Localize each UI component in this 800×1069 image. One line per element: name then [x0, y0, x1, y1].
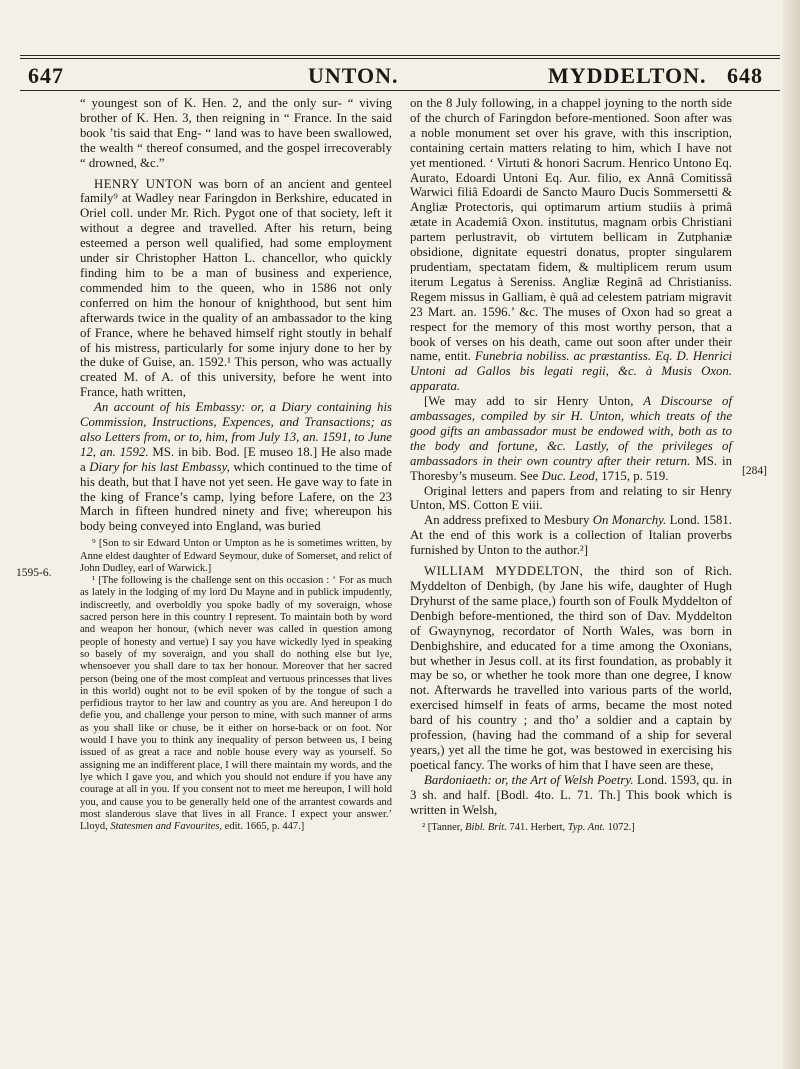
discourse-note	[410, 394, 732, 483]
top-rule-thin	[20, 58, 780, 59]
discourse-intro: [We may add to sir Henry Unton,	[424, 394, 634, 409]
footnote-1-end: edit. 1665, p. 447.]	[224, 821, 305, 833]
original-letters-note: Original letters and papers from and relating to sir Henry Unton, MS. Cotton E viii.	[410, 483, 732, 513]
discourse-ref-end: 1715, p. 519.	[601, 468, 669, 483]
footnote-2-end: 1072.]	[607, 821, 635, 833]
burial-text: on the 8 July following, in a chappel joyning to the north side of the church of Faringdon before-mentioned. Soon after was a noble monument set over his grave, with this inscription, containing certain matters relating to him, which I have not yet mentioned. ‘ Virtuti & honori Sacrum. Henrico Untono Eq. Aurato, Edoardi Untoni Eq. Aur. filio, ex Annâ Comitissâ Warwici filiâ Edoardi de Sancto Mauro Ducis Sommersetti & Angliæ Protectoris, qui optimarum artium studiis à primâ ætate in Academiâ Oxon. institutus, magnam orbis Christiani partem perlustravit, ob virtutem bellicam in Zutphaniæ obsidione, dignitate equestri donatus, propter singularem prudentiam, spectatam fidem, & multiplicem rerum usum iterum Legatus à Sereniss. Angliæ Reginâ ad Christianiss. Regem missus in Galliam, è quâ ad celestem patriam migravit 23 Mart. an. 1596.’ &c. The muses of Oxon had so great a respect for the memory of this most worthy person, that a book of verses on his death, came out soon after under their name, entit.	[410, 96, 732, 364]
footnote-1	[80, 575, 392, 833]
footnote-9: ⁹ [Son to sir Edward Unton or Umpton as he is sometimes written, by Anne eldest daughter of Edward Seymour, duke of Somerset, and relict of John Dudley, earl of Warwick.]	[80, 538, 392, 574]
margin-date-note: 1595-6.	[16, 567, 52, 579]
unton-entry	[80, 177, 392, 401]
myddelton-entry	[410, 564, 732, 773]
myddelton-bio: the third son of Rich. Myddelton of Denbigh, (by Jane his wife, daughter of Hugh Dryhurst of the same place,) fourth son of Foulk Myddelton of Denbigh before-mentioned, the third son of Dav. Myddelton of Gwaynynog, recordator of North Wales, was born in Denbighshire, and educated for a time among the Oxonians, but whether in Jesus coll. at its first foundation, as probably it may be so, or whether he took more than one degree, I know not. Afterwards he travelled into various parts of the world, exercised himself in feats of arms, became the most noted bard of his country ; and tho’ a soldier and a captain by profession, (having had the command of a ship for several years,) yet all the time he got, was bestowed in exercising his poetical fancy. The works of him that I have seen are these,	[410, 564, 733, 772]
top-rule	[20, 55, 780, 56]
unton-bio: was born of an ancient and genteel family⁹ at Wadley near Faringdon in Berkshire, educated in Oriel coll. under Mr. Rich. Pygot one of that society, left it without a degree and travelled. After his return, being esteemed a person well qualified, had some employment under sir Christopher Hatton L. chancellor, who quickly finding him to be a man of business and experience, commended him to the queen, who in 1586 not only conferred on him the honour of knighthood, but sent him afterwards twice in the quality of an ambassador to the king of France, where he behaved himself right stoutly in behalf of his mistress, particularly for some injury done to her by the duke of Guise, an. 1592.¹ This person, who was actually created M. of A. of this university, before he went into France, hath written,	[80, 176, 392, 400]
footnote-2-typ: Typ. Ant.	[567, 821, 606, 833]
bardoniaeth-title: Bardoniaeth: or, the Art of Welsh Poetry.	[424, 772, 634, 787]
unton-burial	[410, 96, 732, 394]
footnote-2	[410, 822, 732, 834]
bardoniaeth-rest: Lond. 1593, qu. in 3 sh. and half. [Bodl. 4to. L. 71. Th.] This book which is written in Welsh,	[410, 772, 733, 817]
address-rest: Lond. 1581. At the end of this work is a collection of Italian proverbs furnished by Unton to the author.²]	[410, 513, 732, 558]
discourse-ref: Duc. Leod,	[541, 468, 599, 483]
margin-page-marker: [284]	[742, 465, 767, 477]
unton-death: which continued to the time of his death, but that I have not yet seen. He gave way to fate in the king of France’s camp, lying before Lafere, on the 23 March in fifteen hundred ninety and five; whereupon his body being conveyed into England, was buried	[80, 459, 393, 534]
myddelton-name: WILLIAM MYDDELTON,	[424, 564, 584, 579]
page-edge-shadow	[782, 0, 800, 1069]
unton-name: HENRY UNTON	[94, 176, 193, 191]
opening-quotation: “ youngest son of K. Hen. 2, and the only sur- “ viving brother of K. Hen. 3, then reigning in “ France. In the said book ’tis said that Eng- “ land was to have been swallowed, the wealth “ thereof consumed, and the gospel irrecoverably “ drowned, &c.”	[80, 96, 392, 170]
footnote-1-text: ¹ [The following is the challenge sent on this occasion : ‘ For as much as lately in the lodging of my lord Du Mayne and in publick impudently, indiscreetly, and overboldly you spoke badly of my soveraign, whose sacred person here in this country I represent. To maintain both by word and weapon her honour, (which never was called in question among people of honesty and vertue) I say you have wickedly lyed in speaking so basely of my soveraign, and you shall do nothing else but lye, whensoever you shall dare to tax her honour. Moreover that her sacred person (being one of the most compleat and vertuous princesses that lives in this world) ought not to be evil spoken of by the tongue of such a perfidious traytor to her law and country as you are. And hereupon I do defie you, and challenge your person to mine, with such manner of arms as you shall like or chuse, be it either on horse-back or on foot. Nor would I have you to think any inequality of person between us, I being issued of as great a race and noble house every way as yourself. So assigning me an indifferent place, I will there maintain my words, and the lye which I gave you, and which you should not endure if you have any courage at all in you. If you consent not to meet me hereupon, I will hold you, and cause you to be generally held one of the arrantest cowards and most slanderous slave that lives in all France. I expect your answer.’ Lloyd,	[80, 575, 392, 833]
unton-work-title-2: Diary for his last Embassy,	[89, 459, 230, 474]
footnote-2-bib: Bibl. Brit.	[465, 821, 507, 833]
footnote-2-start: ² [Tanner,	[422, 821, 463, 833]
footnote-2-mid: 741. Herbert,	[509, 821, 566, 833]
unton-works	[80, 400, 392, 534]
discourse-rest: MS. in Thoresby’s museum. See	[410, 453, 732, 483]
address-intro: An address prefixed to Mesbury	[424, 513, 590, 528]
header-rule	[20, 90, 780, 91]
address-title: On Monarchy.	[592, 513, 667, 528]
address-note	[410, 513, 732, 558]
unton-work-title: An account of his Embassy: or, a Diary containing his Commission, Instructions, Expences, and Transactions; as also Letters from, or to, him, from July 13, an. 1591, to June 12, an. 1592.	[80, 400, 392, 459]
unton-work-rest: MS. in bib. Bod. [E museo 18.] He also made a	[80, 444, 392, 474]
right-page-number: 648	[727, 63, 763, 88]
footnote-1-source: Statesmen and Favourites,	[110, 821, 223, 833]
discourse-title: A Discourse of ambassages, compiled by sir H. Unton, which treats of the good gifts an ambassador must be endowed with, both as to the body and fortune, &c. Lastly, of the privileges of ambassadors in their own country after their return.	[410, 394, 732, 468]
left-column	[80, 96, 392, 833]
right-running-head: MYDDELTON.	[548, 63, 707, 88]
right-column	[410, 96, 732, 834]
left-page-number: 647	[28, 63, 64, 88]
left-running-head: UNTON.	[308, 63, 399, 88]
funebria-title: Funebria nobiliss. ac præstantiss. Eq. D. Henrici Untoni ad Gallos bis legati regii, &c. à Musis Oxon. apparata.	[410, 349, 732, 394]
bardoniaeth-work	[410, 773, 732, 818]
